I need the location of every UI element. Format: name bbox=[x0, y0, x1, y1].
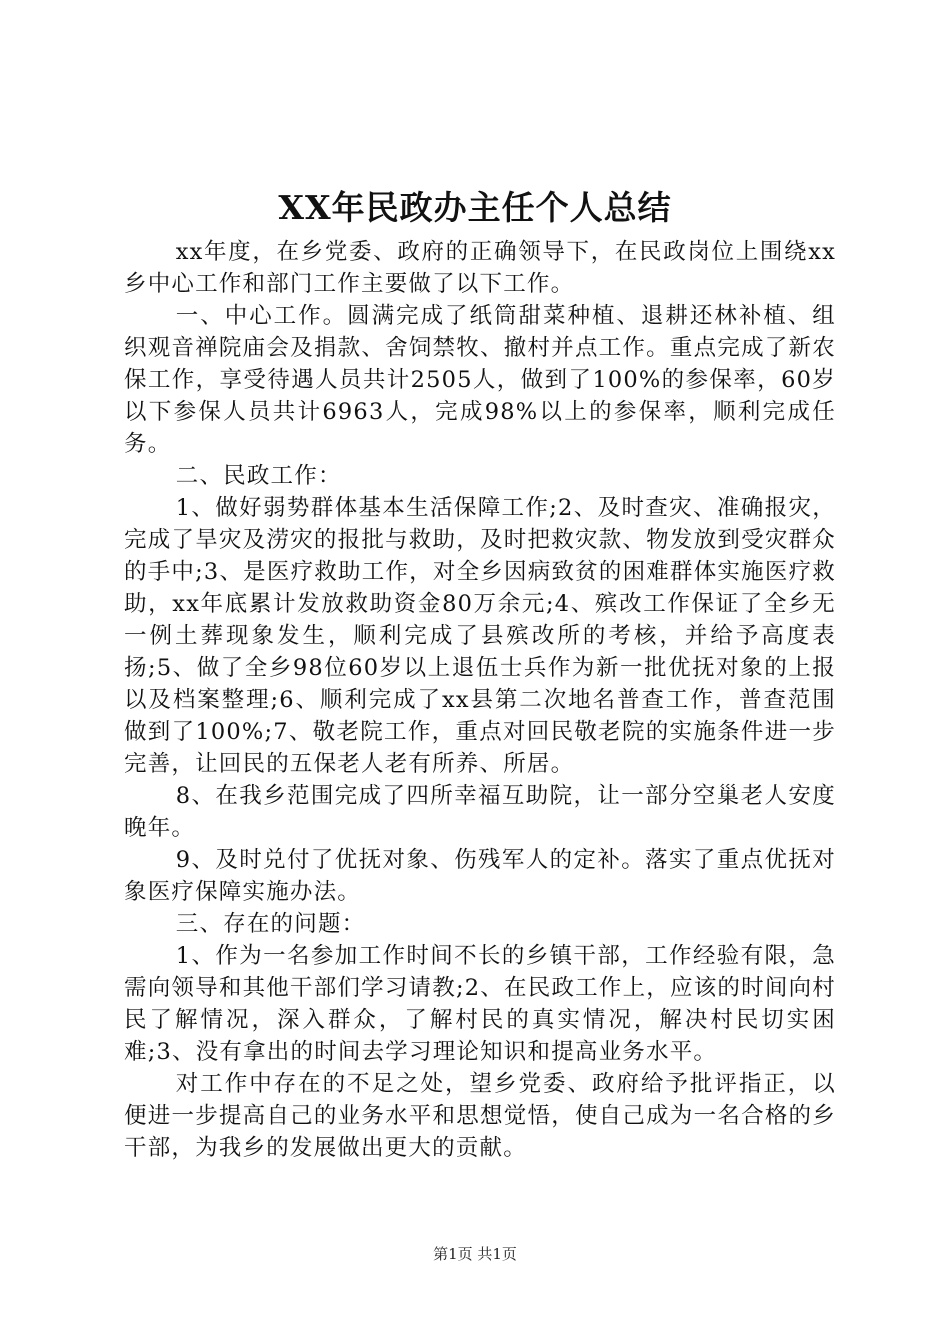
paragraph-intro: xx年度，在乡党委、政府的正确领导下，在民政岗位上围绕xx乡中心工作和部门工作主要做了以下工作。 bbox=[124, 239, 836, 297]
paragraph-civil-affairs-items: 1、做好弱势群体基本生活保障工作;2、及时查灾、准确报灾，完成了旱灾及涝灾的报批与救助，及时把救灾款、物发放到受灾群众的手中;3、是医疗救助工作，对全乡因病致贫的困难群体实施医疗救助，xx年底累计发放救助资金80万余元;4、殡改工作保证了全乡无一例土葬现象发生，顺利完成了县殡改所的考核，并给予高度表扬;5、做了全乡98位60岁以上退伍士兵作为新一批优抚对象的上报以及档案整理;6、顺利完成了xx县第二次地名普查工作，普查范围做到了100%;7、敬老院工作，重点对回民敬老院的实施条件进一步完善，让回民的五保老人老有所养、所居。 bbox=[124, 495, 836, 777]
paragraph-item-8: 8、在我乡范围完成了四所幸福互助院，让一部分空巢老人安度晚年。 bbox=[124, 783, 836, 841]
paragraph-central-work: 一、中心工作。圆满完成了纸筒甜菜种植、退耕还林补植、组织观音禅院庙会及捐款、舍饲禁牧、撤村并点工作。重点完成了新农保工作，享受待遇人员共计2505人，做到了100%的参保率，60岁以下参保人员共计6963人，完成98%以上的参保率，顺利完成任务。 bbox=[124, 303, 836, 457]
document-title: XX年民政办主任个人总结 bbox=[278, 188, 672, 227]
paragraph-problems: 1、作为一名参加工作时间不长的乡镇干部，工作经验有限，急需向领导和其他干部们学习请教;2、在民政工作上，应该的时间向村民了解情况，深入群众，了解村民的真实情况，解决村民切实困难;3、没有拿出的时间去学习理论知识和提高业务水平。 bbox=[124, 943, 836, 1065]
heading-civil-affairs: 二、民政工作： bbox=[175, 463, 342, 489]
paragraph-item-9: 9、及时兑付了优抚对象、伤残军人的定补。落实了重点优抚对象医疗保障实施办法。 bbox=[124, 847, 836, 905]
paragraph-closing: 对工作中存在的不足之处，望乡党委、政府给予批评指正，以便进一步提高自己的业务水平和思想觉悟，使自己成为一名合格的乡干部，为我乡的发展做出更大的贡献。 bbox=[124, 1071, 836, 1161]
heading-problems: 三、存在的问题： bbox=[175, 911, 366, 937]
page-footer: 第1页 共1页 bbox=[433, 1245, 517, 1263]
document-body bbox=[124, 236, 836, 1164]
